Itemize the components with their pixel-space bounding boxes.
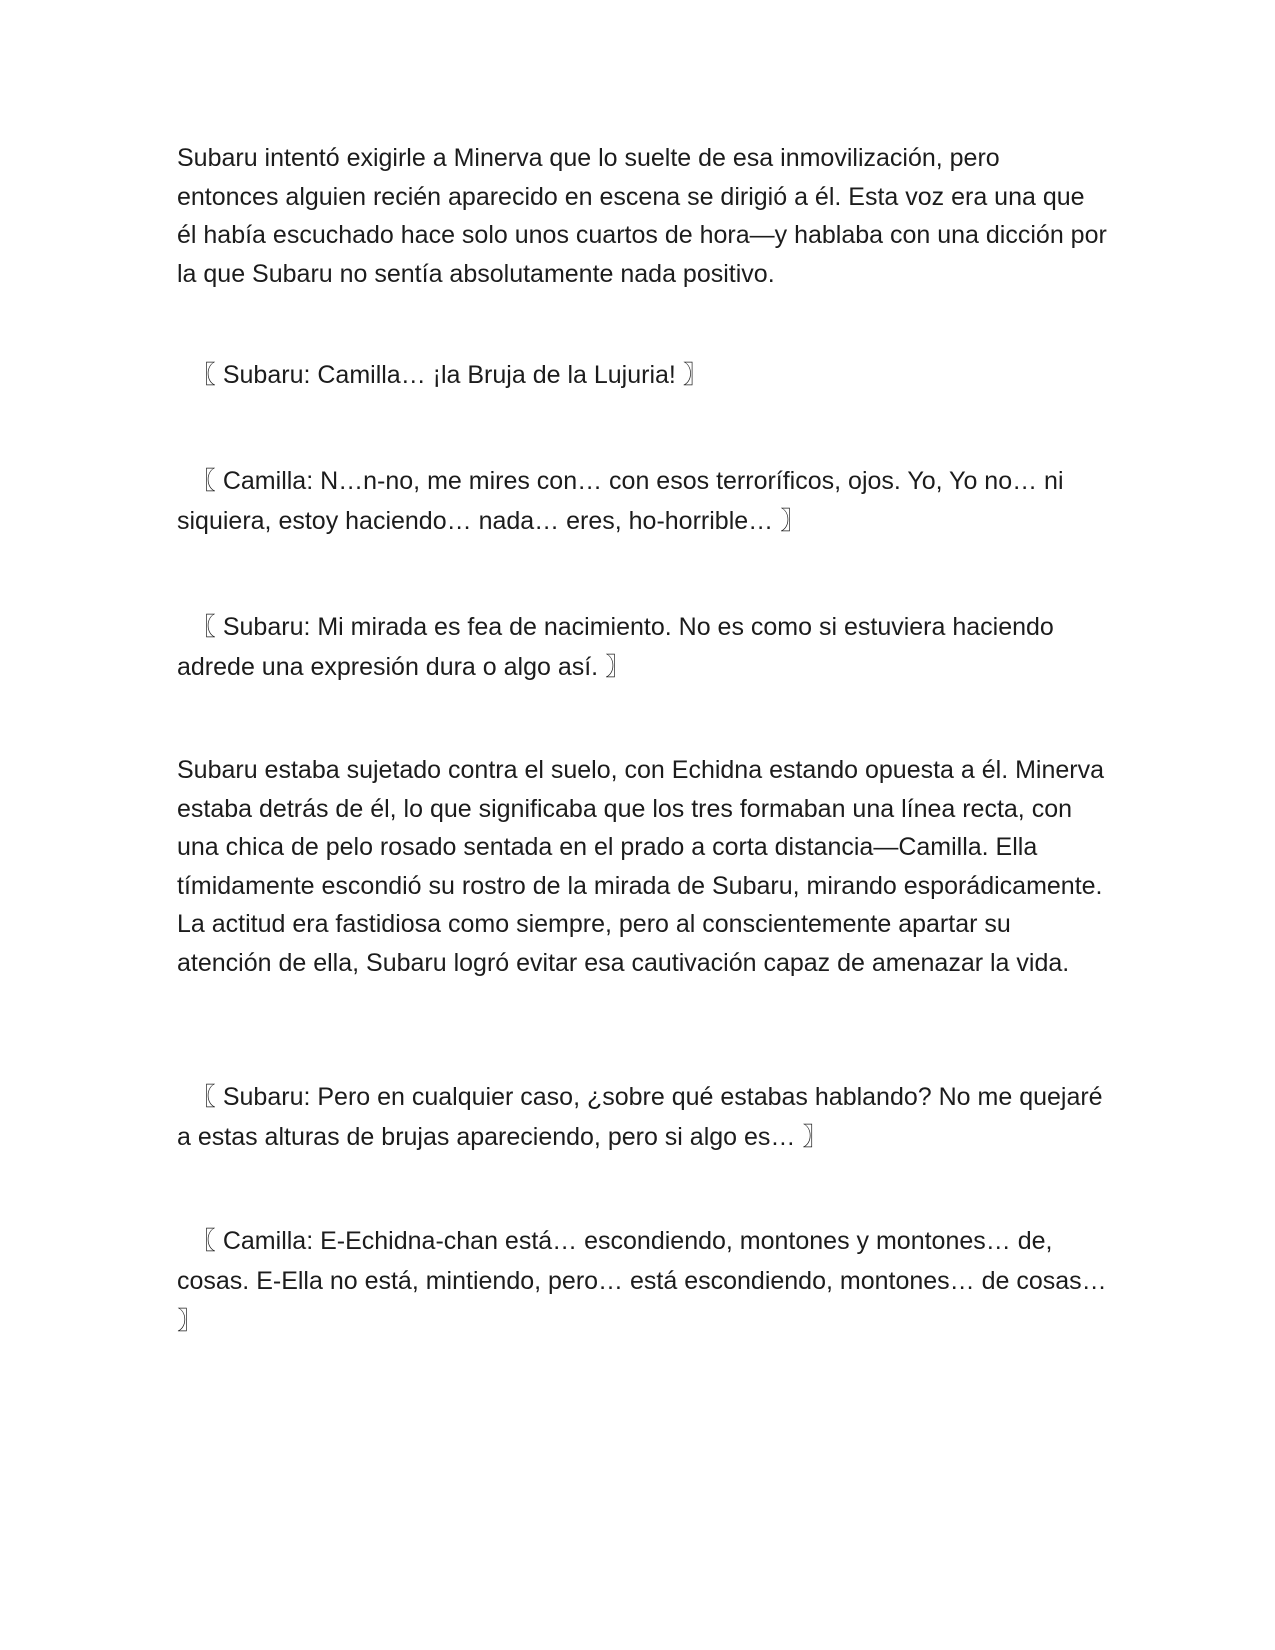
dialogue-subaru-3: 〖 Subaru: Pero en cualquier caso, ¿sobre qué estabas hablando? No me quejaré a estas alturas de brujas apareciendo, pero si algo es… 〗 bbox=[177, 1083, 1110, 1151]
dialogue-camilla-1: 〖 Camilla: N…n-no, me mires con… con esos terroríficos, ojos. Yo, Yo no… ni siquiera, estoy haciendo… nada… eres, ho-horrible… 〗 bbox=[177, 467, 1071, 535]
paragraph-narration-1: Subaru intentó exigirle a Minerva que lo suelte de esa inmovilización, pero entonces alguien recién aparecido en escena se dirigió a él. Esta voz era una que él había escuchado hace solo unos cuartos de hora—y hablaba con una dicción por la que Subaru no sentía absolutamente nada positivo. bbox=[177, 144, 1114, 288]
dialogue-subaru-2: 〖 Subaru: Mi mirada es fea de nacimiento. No es como si estuviera haciendo adrede una expresión dura o algo así. 〗 bbox=[177, 613, 1061, 681]
paragraph-narration-2: Subaru estaba sujetado contra el suelo, con Echidna estando opuesta a él. Minerva estaba detrás de él, lo que significaba que los tres formaban una línea recta, con una chica de pelo rosado sentada en el prado a corta distancia—Camilla. Ella tímidamente escondió su rostro de la mirada de Subaru, mirando esporádicamente. La actitud era fastidiosa como siempre, pero al conscientemente apartar su atención de ella, Subaru logró evitar esa cautivación capaz de amenazar la vida. bbox=[177, 756, 1111, 977]
dialogue-camilla-2: 〖 Camilla: E-Echidna-chan está… escondiendo, montones y montones… de, cosas. E-Ella no está, mintiendo, pero… está escondiendo, montones… de cosas… 〗 bbox=[177, 1227, 1114, 1335]
dialogue-subaru-1: 〖 Subaru: Camilla… ¡la Bruja de la Lujuria! 〗 bbox=[177, 361, 708, 389]
